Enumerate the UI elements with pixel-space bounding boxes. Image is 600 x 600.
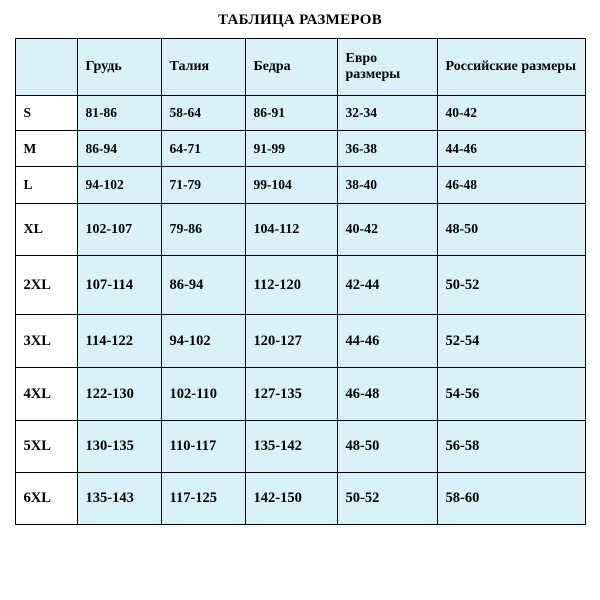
cell-chest: 114-122 bbox=[77, 315, 161, 368]
cell-hips: 135-142 bbox=[245, 421, 337, 473]
cell-size: 2XL bbox=[15, 256, 77, 315]
cell-euro: 32-34 bbox=[337, 96, 437, 131]
cell-euro: 48-50 bbox=[337, 421, 437, 473]
cell-hips: 120-127 bbox=[245, 315, 337, 368]
cell-chest: 135-143 bbox=[77, 473, 161, 525]
table-row bbox=[15, 131, 585, 167]
cell-hips: 104-112 bbox=[245, 204, 337, 256]
cell-waist: 58-64 bbox=[161, 96, 245, 131]
header-cell-euro: Евро размеры bbox=[337, 39, 437, 96]
cell-chest: 94-102 bbox=[77, 167, 161, 204]
cell-euro: 50-52 bbox=[337, 473, 437, 525]
cell-euro: 36-38 bbox=[337, 131, 437, 167]
cell-chest: 130-135 bbox=[77, 421, 161, 473]
cell-russian: 54-56 bbox=[437, 368, 585, 421]
header-cell-waist: Талия bbox=[161, 39, 245, 96]
cell-waist: 79-86 bbox=[161, 204, 245, 256]
cell-waist: 94-102 bbox=[161, 315, 245, 368]
cell-russian: 40-42 bbox=[437, 96, 585, 131]
cell-waist: 71-79 bbox=[161, 167, 245, 204]
header-cell-corner bbox=[15, 39, 77, 96]
table-row bbox=[15, 473, 585, 525]
cell-size: S bbox=[15, 96, 77, 131]
cell-waist: 64-71 bbox=[161, 131, 245, 167]
cell-size: 6XL bbox=[15, 473, 77, 525]
cell-hips: 86-91 bbox=[245, 96, 337, 131]
cell-size: XL bbox=[15, 204, 77, 256]
cell-size: 3XL bbox=[15, 315, 77, 368]
table-row bbox=[15, 256, 585, 315]
table-body bbox=[15, 96, 585, 525]
cell-russian: 52-54 bbox=[437, 315, 585, 368]
cell-hips: 112-120 bbox=[245, 256, 337, 315]
table-row bbox=[15, 421, 585, 473]
cell-russian: 46-48 bbox=[437, 167, 585, 204]
cell-waist: 86-94 bbox=[161, 256, 245, 315]
cell-euro: 38-40 bbox=[337, 167, 437, 204]
table-row bbox=[15, 315, 585, 368]
cell-russian: 50-52 bbox=[437, 256, 585, 315]
cell-size: 5XL bbox=[15, 421, 77, 473]
cell-euro: 46-48 bbox=[337, 368, 437, 421]
cell-euro: 40-42 bbox=[337, 204, 437, 256]
header-cell-russian: Российские размеры bbox=[437, 39, 585, 96]
header-cell-hips: Бедра bbox=[245, 39, 337, 96]
cell-hips: 91-99 bbox=[245, 131, 337, 167]
size-table bbox=[15, 38, 586, 525]
cell-russian: 48-50 bbox=[437, 204, 585, 256]
cell-chest: 81-86 bbox=[77, 96, 161, 131]
table-header-row bbox=[15, 39, 585, 96]
cell-waist: 117-125 bbox=[161, 473, 245, 525]
table-header bbox=[15, 39, 585, 96]
cell-chest: 102-107 bbox=[77, 204, 161, 256]
cell-waist: 102-110 bbox=[161, 368, 245, 421]
cell-hips: 99-104 bbox=[245, 167, 337, 204]
cell-chest: 122-130 bbox=[77, 368, 161, 421]
cell-russian: 44-46 bbox=[437, 131, 585, 167]
table-row bbox=[15, 167, 585, 204]
cell-chest: 86-94 bbox=[77, 131, 161, 167]
cell-hips: 127-135 bbox=[245, 368, 337, 421]
cell-russian: 58-60 bbox=[437, 473, 585, 525]
table-row bbox=[15, 368, 585, 421]
cell-waist: 110-117 bbox=[161, 421, 245, 473]
cell-hips: 142-150 bbox=[245, 473, 337, 525]
table-row bbox=[15, 96, 585, 131]
cell-chest: 107-114 bbox=[77, 256, 161, 315]
cell-euro: 42-44 bbox=[337, 256, 437, 315]
cell-size: M bbox=[15, 131, 77, 167]
table-row bbox=[15, 204, 585, 256]
cell-size: L bbox=[15, 167, 77, 204]
page-title: ТАБЛИЦА РАЗМЕРОВ bbox=[217, 12, 383, 28]
cell-euro: 44-46 bbox=[337, 315, 437, 368]
cell-size: 4XL bbox=[15, 368, 77, 421]
cell-russian: 56-58 bbox=[437, 421, 585, 473]
header-cell-chest: Грудь bbox=[77, 39, 161, 96]
